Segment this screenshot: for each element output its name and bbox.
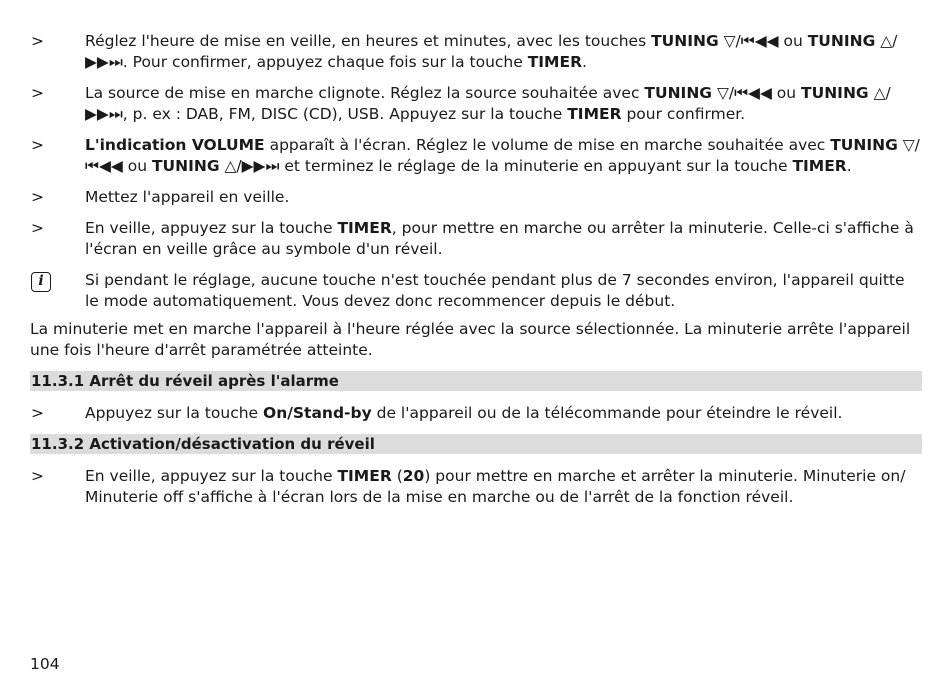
step-marker: > xyxy=(31,32,44,50)
key-label: TIMER xyxy=(567,105,622,123)
step-text xyxy=(85,83,922,125)
instruction-step xyxy=(30,218,922,260)
instruction-list xyxy=(30,31,922,260)
step-text-run: Réglez l'heure de mise en veille, en heures et minutes, avec les touches xyxy=(85,32,652,50)
key-label: TUNING xyxy=(644,84,713,102)
step-text-run: ( xyxy=(391,467,403,485)
step-text-run: △/▶▶⏭. Pour confirmer, appuyez chaque fois sur la touche xyxy=(85,32,898,71)
section-heading-2: 11.3.2 Activation/désactivation du réveil xyxy=(30,434,922,454)
step-text xyxy=(85,31,922,73)
step-text-run: ) pour mettre en marche et arrêter la minuterie. Minuterie on/ Minuterie off s'affiche à l'écran lors de la mise en marche ou de l'arrêt de la fonction réveil. xyxy=(85,467,906,506)
section-2-instructions xyxy=(30,466,922,508)
key-label: TUNING xyxy=(807,32,876,50)
key-label: TUNING xyxy=(151,157,220,175)
key-label: TIMER xyxy=(337,219,392,237)
step-marker: > xyxy=(31,84,44,102)
instruction-step xyxy=(30,466,922,508)
step-text xyxy=(85,466,922,508)
step-text xyxy=(85,218,922,260)
instruction-step xyxy=(30,403,922,424)
key-label: TIMER xyxy=(792,157,847,175)
step-text xyxy=(85,403,922,424)
instruction-step xyxy=(30,83,922,125)
body-paragraph: La minuterie met en marche l'appareil à l'heure réglée avec la source sélectionnée. La minuterie arrête l'appareil une fois l'heure d'arrêt paramétrée atteinte. xyxy=(30,320,911,359)
step-text-run: ▽/⏮◀◀ ou xyxy=(718,32,808,50)
page-number: 104 xyxy=(30,655,60,673)
key-label: TUNING xyxy=(801,84,869,102)
key-label: TIMER xyxy=(337,467,392,485)
step-text-run: . xyxy=(582,53,587,71)
step-marker: > xyxy=(31,136,44,154)
step-text-run: ▽/⏮◀◀ ou xyxy=(85,136,920,175)
step-text xyxy=(85,135,922,177)
info-note-text: Si pendant le réglage, aucune touche n'est touchée pendant plus de 7 secondes environ, l'appareil quitte le mode automatiquement. Vous devez donc recommencer depuis le début. xyxy=(85,271,905,310)
step-marker: > xyxy=(31,219,44,237)
section-1-instructions xyxy=(30,403,922,424)
step-text-run: Appuyez sur la touche xyxy=(85,404,264,422)
step-text-run: △/▶▶⏭ et terminez le réglage de la minuterie en appuyant sur la touche xyxy=(219,157,793,175)
step-text-run: En veille, appuyez sur la touche xyxy=(85,467,338,485)
step-text-run: La source de mise en marche clignote. Réglez la source souhaitée avec xyxy=(85,84,645,102)
step-text-run: En veille, appuyez sur la touche xyxy=(85,219,338,237)
instruction-step xyxy=(30,187,922,208)
document-page xyxy=(30,31,922,518)
info-note xyxy=(30,270,922,312)
step-text-run: . xyxy=(846,157,852,175)
section-heading-1: 11.3.1 Arrêt du réveil après l'alarme xyxy=(30,371,922,391)
step-text-run: ▽/⏮◀◀ ou xyxy=(712,84,802,102)
step-marker: > xyxy=(31,404,44,422)
key-label: TIMER xyxy=(527,53,583,71)
step-text-run: pour confirmer. xyxy=(621,105,746,123)
key-label: TUNING xyxy=(830,136,898,154)
step-marker: > xyxy=(31,188,44,206)
key-label: On/Stand-by xyxy=(263,404,372,422)
step-text-run: △/▶▶⏭, p. ex : DAB, FM, DISC (CD), USB. Appuyez sur la touche xyxy=(85,84,891,123)
step-text-run: de l'appareil ou de la télécommande pour éteindre le réveil. xyxy=(371,404,843,422)
step-text-run: Mettez l'appareil en veille. xyxy=(85,188,290,206)
key-label: L'indication VOLUME xyxy=(85,136,265,154)
step-marker: > xyxy=(31,467,44,485)
step-text-run: , pour mettre en marche ou arrêter la minuterie. Celle-ci s'affiche à l'écran en veille grâce au symbole d'un réveil. xyxy=(85,219,914,258)
step-text-run: apparaît à l'écran. Réglez le volume de mise en marche souhaitée avec xyxy=(264,136,831,154)
instruction-step xyxy=(30,135,922,177)
instruction-step xyxy=(30,31,922,73)
key-label: TUNING xyxy=(651,32,719,50)
key-label: 20 xyxy=(402,467,425,485)
step-text xyxy=(85,187,922,208)
info-icon: i xyxy=(31,272,51,292)
